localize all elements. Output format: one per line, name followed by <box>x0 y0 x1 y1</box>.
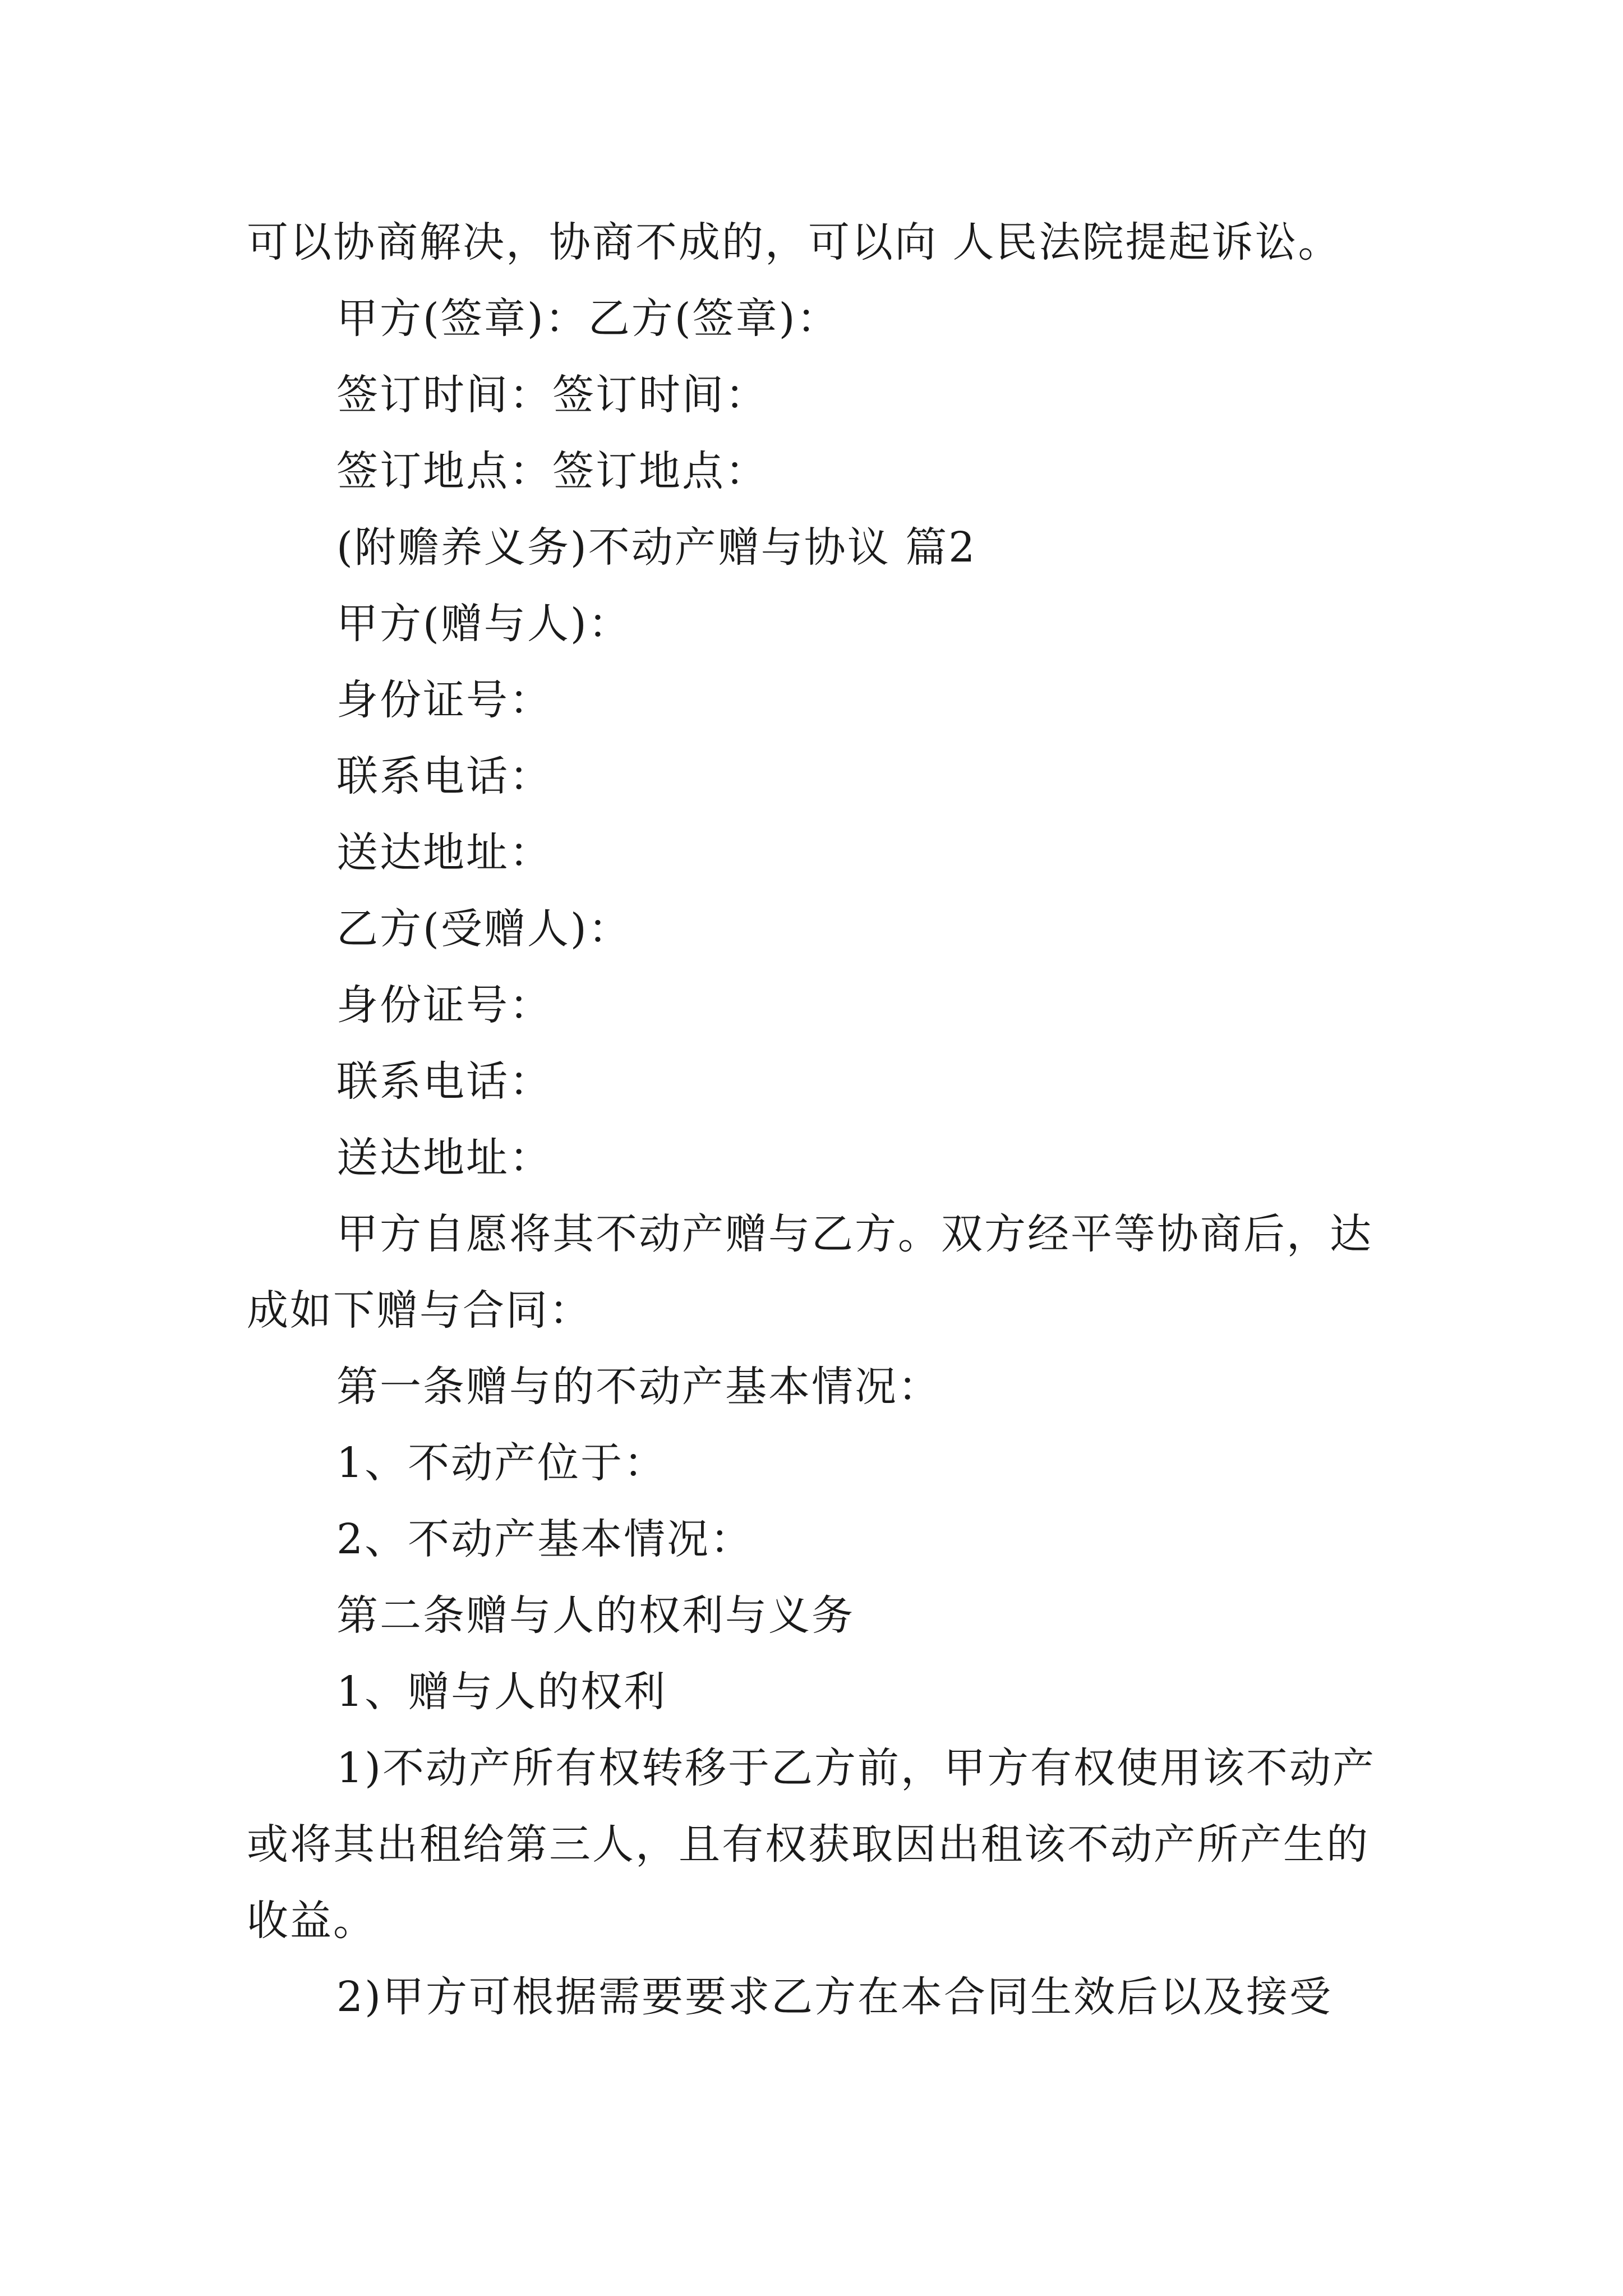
party-b-id-label: 身份证号： <box>336 981 552 1029</box>
sign-date-line: 签订时间：签订时间： <box>336 371 768 419</box>
sign-place-line: 签订地点：签订地点： <box>336 447 768 495</box>
section-title: (附赡养义务)不动产赠与协议 篇2 <box>336 523 977 572</box>
body-text-line: 收益。 <box>247 1897 376 1945</box>
party-a-id-label: 身份证号： <box>336 676 552 724</box>
article-heading: 第二条赠与人的权利与义务 <box>336 1591 855 1640</box>
party-a-phone-label: 联系电话： <box>336 752 552 800</box>
party-b-phone-label: 联系电话： <box>336 1057 552 1106</box>
list-item: 1、赠与人的权利 <box>336 1668 667 1716</box>
body-text-line: 或将其出租给第三人，且有权获取因出租该不动产所产生的 <box>247 1820 1370 1869</box>
body-text-line: 甲方自愿将其不动产赠与乙方。双方经平等协商后，达 <box>336 1210 1373 1258</box>
party-b-address-label: 送达地址： <box>336 1134 552 1182</box>
list-item: 2、不动产基本情况： <box>336 1515 754 1563</box>
body-text-line: 2)甲方可根据需要要求乙方在本合同生效后以及接受 <box>336 1973 1332 2021</box>
list-item: 1、不动产位于： <box>336 1439 667 1487</box>
party-a-address-label: 送达地址： <box>336 829 552 877</box>
article-heading: 第一条赠与的不动产基本情况： <box>336 1363 941 1411</box>
body-text-line: 1)不动产所有权转移于乙方前，甲方有权使用该不动产 <box>336 1744 1376 1792</box>
party-b-label: 乙方(受赠人)： <box>336 905 631 953</box>
party-a-label: 甲方(赠与人)： <box>336 600 631 648</box>
signature-line: 甲方(签章)：乙方(签章)： <box>336 295 840 343</box>
body-text-line: 可以协商解决，协商不成的，可以向 人民法院提起诉讼。 <box>247 218 1341 266</box>
body-text-line: 成如下赠与合同： <box>247 1286 592 1335</box>
